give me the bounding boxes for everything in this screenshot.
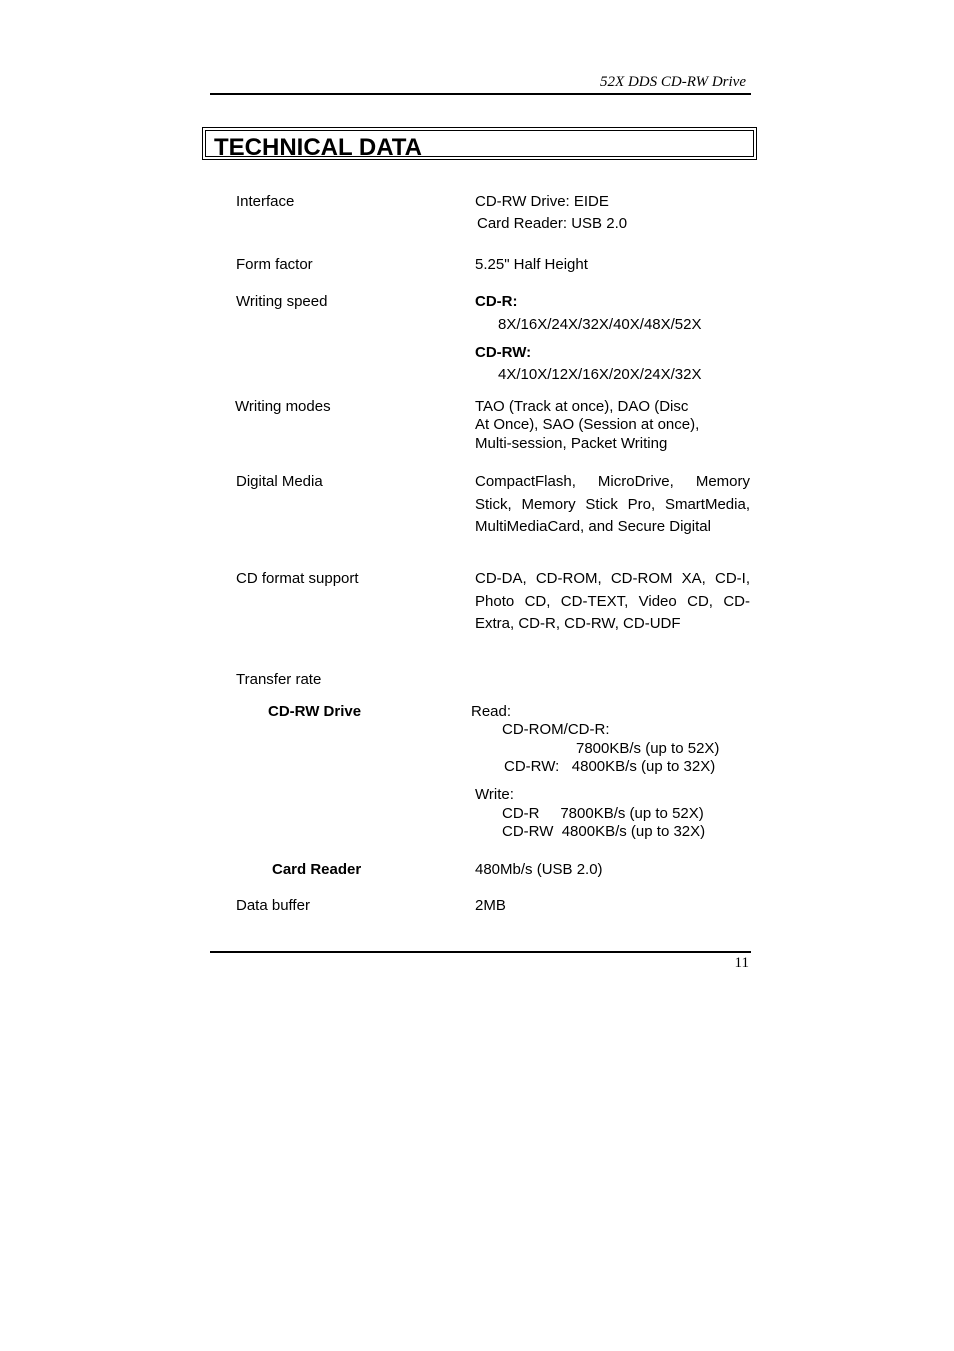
spec-label-form-factor: Form factor (236, 256, 313, 273)
writing-speed-cdrw-heading: CD-RW: (475, 344, 532, 361)
spec-value-interface-line1: CD-RW Drive: EIDE (475, 193, 609, 210)
section-title-inner-frame (205, 130, 754, 161)
header-rule (210, 93, 751, 95)
footer-rule (210, 951, 751, 953)
spec-value-interface-line2: Card Reader: USB 2.0 (477, 215, 628, 232)
section-title: TECHNICAL DATA (214, 134, 422, 161)
spec-label-writing-modes: Writing modes (235, 398, 331, 415)
spec-label-digital-media: Digital Media (236, 473, 323, 490)
spec-label-interface: Interface (236, 193, 295, 210)
writing-speed-cdr-speeds: 8X/16X/24X/32X/40X/48X/52X (498, 316, 702, 333)
writing-speed-cdr-heading: CD-R: (475, 293, 518, 310)
transfer-read-cdrw: CD-RW: 4800KB/s (up to 32X) (504, 758, 716, 775)
transfer-write-cdrw: CD-RW 4800KB/s (up to 32X) (502, 823, 706, 840)
spec-label-data-buffer: Data buffer (236, 897, 310, 914)
writing-modes-line3: Multi-session, Packet Writing (475, 435, 668, 452)
spec-value-cd-format: CD-DA, CD-ROM, CD-ROM XA, CD-I, Photo CD, CD-TEXT, Video CD, CD-Extra, CD-R, CD-RW, CD-UDF (475, 570, 750, 632)
writing-speed-cdrw-speeds: 4X/10X/12X/16X/20X/24X/32X (498, 366, 702, 383)
spec-label-cd-format: CD format support (236, 570, 359, 587)
page-number: 11 (734, 955, 749, 971)
spec-label-transfer-rate: Transfer rate (236, 671, 322, 688)
transfer-read-heading: Read: (471, 703, 512, 720)
spec-value-form-factor: 5.25" Half Height (475, 256, 588, 273)
writing-modes-line2: At Once), SAO (Session at once), (475, 416, 700, 433)
transfer-read-cdrom-cdr-value: 7800KB/s (up to 52X) (576, 740, 720, 757)
running-header: 52X DDS CD-RW Drive (600, 74, 746, 90)
transfer-write-heading: Write: (475, 786, 514, 803)
transfer-write-cdr: CD-R 7800KB/s (up to 52X) (502, 805, 704, 822)
transfer-value-card-reader: 480Mb/s (USB 2.0) (475, 861, 603, 878)
spec-label-writing-speed: Writing speed (236, 293, 328, 310)
writing-modes-line1: TAO (Track at once), DAO (Disc (475, 398, 689, 415)
section-title-box (202, 127, 757, 160)
transfer-label-cdrw-drive: CD-RW Drive (268, 703, 362, 720)
transfer-read-cdrom-cdr: CD-ROM/CD-R: (502, 721, 610, 738)
spec-value-digital-media: CompactFlash, MicroDrive, Memory Stick, Memory Stick Pro, SmartMedia, MultiMediaCard, and Secure Digital (475, 473, 750, 535)
spec-value-data-buffer: 2MB (475, 897, 506, 914)
transfer-label-card-reader: Card Reader (272, 861, 362, 878)
